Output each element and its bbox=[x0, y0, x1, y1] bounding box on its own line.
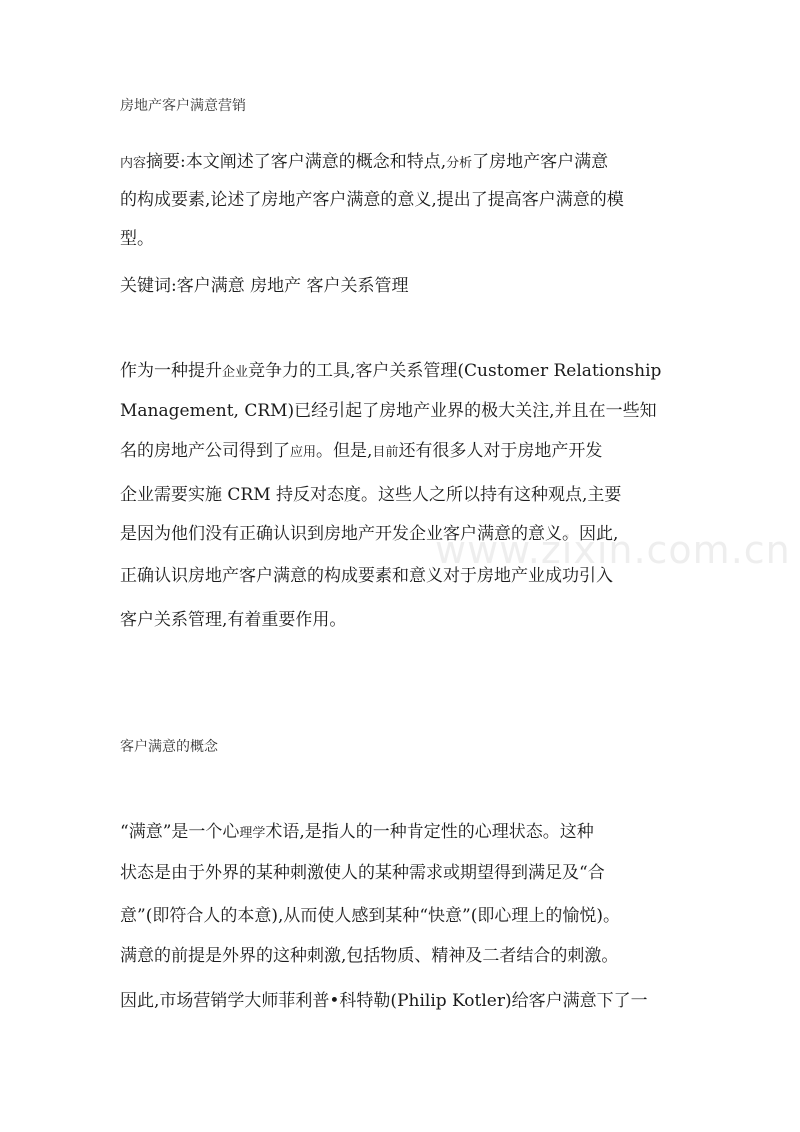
intro-application-word: 应用 bbox=[290, 445, 317, 460]
concept-line-3: 意”(即符合人的本意),从而使人感到某种“快意”(即心理上的愉悦)。 bbox=[120, 906, 621, 926]
concept-text-1a: “满意”是一个心 bbox=[120, 822, 240, 842]
intro-text-1c: 竞争力的工具,客户关系管理(Customer Relationship bbox=[248, 361, 662, 381]
intro-line-4: 企业需要实施 CRM 持反对态度。这些人之所以持有这种观点,主要 bbox=[120, 485, 622, 505]
concept-text-1c: 术语,是指人的一种肯定性的心理状态。这种 bbox=[265, 822, 594, 842]
abstract-line-2: 的构成要素,论述了房地产客户满意的意义,提出了提高客户满意的模 bbox=[120, 190, 624, 210]
concept-line-2: 状态是由于外界的某种刺激使人的某种需求或期望得到满足及“合 bbox=[120, 863, 605, 883]
intro-text-3c: 。但是, bbox=[316, 441, 373, 461]
intro-text-3a: 名的房地产公司得到了 bbox=[120, 441, 290, 461]
concept-line-4: 满意的前提是外界的这种刺激,包括物质、精神及二者结合的刺激。 bbox=[120, 946, 619, 966]
intro-line-7: 客户关系管理,有着重要作用。 bbox=[120, 610, 347, 630]
abstract-analysis-word: 分析 bbox=[446, 156, 473, 171]
abstract-text-2: 了房地产客户满意 bbox=[472, 152, 609, 172]
watermark: www.zixin.com.cn bbox=[435, 528, 791, 572]
concept-line-5: 因此,市场营销学大师菲利普•科特勒(Philip Kotler)给客户满意下了一 bbox=[120, 991, 648, 1011]
abstract-content-label: 内容 bbox=[120, 156, 147, 171]
abstract-text-1: 摘要:本文阐述了客户满意的概念和特点, bbox=[146, 152, 447, 172]
intro-current-word: 目前 bbox=[372, 445, 399, 460]
intro-text-3e: 还有很多人对于房地产开发 bbox=[398, 441, 603, 461]
intro-line-6: 正确认识房地产客户满意的构成要素和意义对于房地产业成功引入 bbox=[120, 566, 613, 586]
document-title: 房地产客户满意营销 bbox=[120, 98, 246, 114]
intro-enterprise-word: 企业 bbox=[222, 365, 249, 380]
section-heading: 客户满意的概念 bbox=[120, 739, 218, 755]
intro-line-2: Management, CRM)已经引起了房地产业界的极大关注,并且在一些知 bbox=[120, 401, 657, 421]
intro-line-3 bbox=[120, 440, 602, 464]
keywords-line: 关键词:客户满意 房地产 客户关系管理 bbox=[120, 276, 409, 296]
abstract-line-3: 型。 bbox=[120, 229, 154, 249]
intro-line-5: 是因为他们没有正确认识到房地产开发企业客户满意的意义。因此, bbox=[120, 524, 619, 544]
intro-text-1a: 作为一种提升 bbox=[120, 361, 222, 381]
intro-line-1 bbox=[120, 360, 661, 384]
abstract-line-1 bbox=[120, 151, 608, 175]
concept-line-1 bbox=[120, 821, 594, 845]
concept-psychology-word: 理学 bbox=[239, 826, 266, 841]
